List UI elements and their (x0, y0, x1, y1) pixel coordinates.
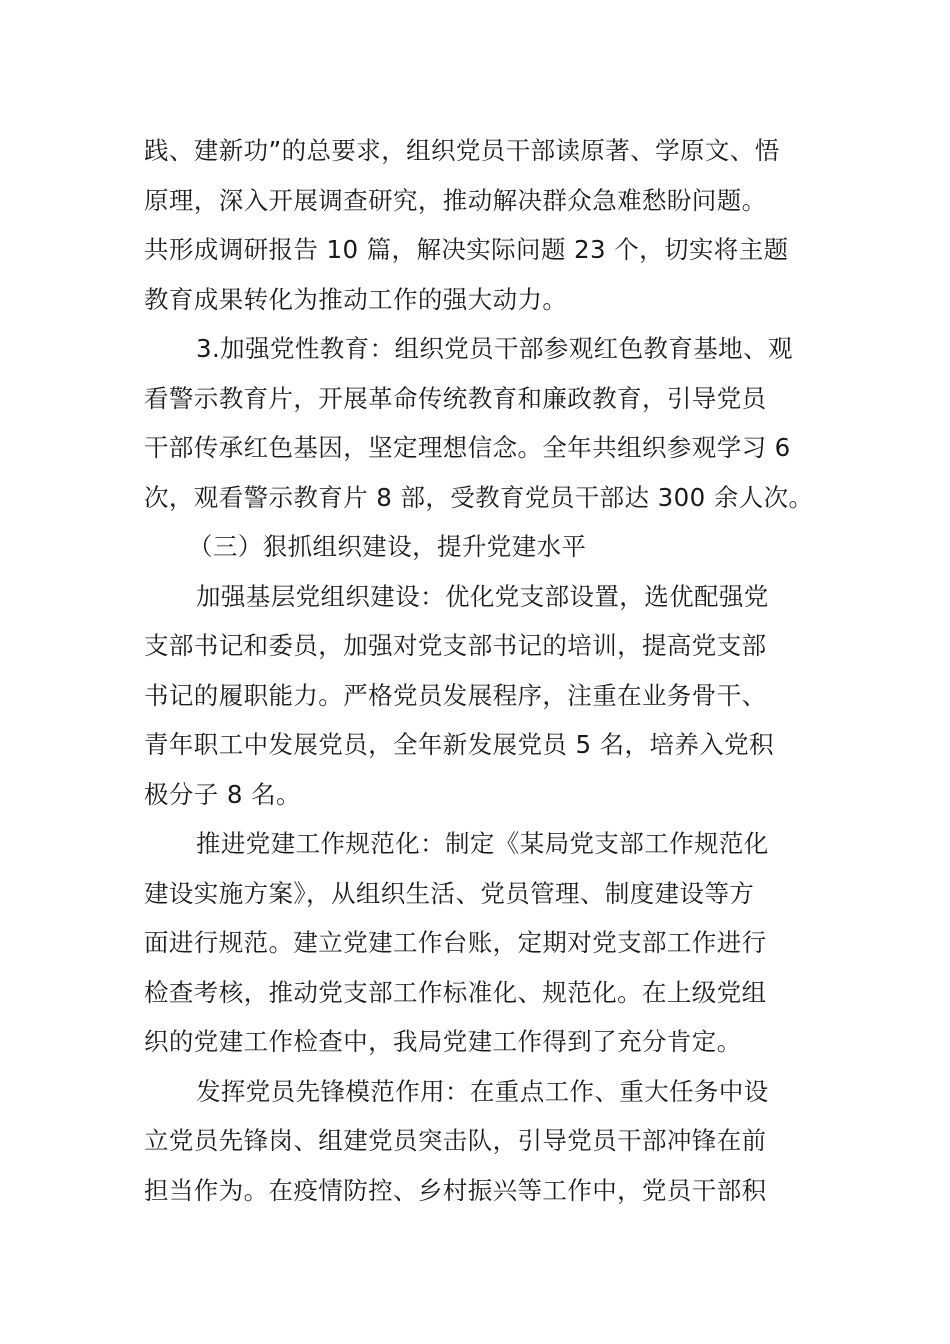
text-line-12: 书记的履职能力。严格党员发展程序，注重在业务骨干、 (144, 680, 767, 710)
text-line-18: 检查考核，推动党支部工作标准化、规范化。在上级党组 (144, 977, 767, 1007)
text-line-21: 立党员先锋岗、组建党员突击队，引导党员干部冲锋在前 (144, 1126, 767, 1155)
document-body (144, 126, 814, 1215)
text-line-4: 教育成果转化为推动工作的强大动力。 (144, 284, 568, 314)
text-line-1: 践、建新功”的总要求，组织党员干部读原著、学原文、悟 (144, 136, 780, 165)
text-line-2: 原理，深入开展调查研究，推动解决群众急难愁盼问题。 (144, 185, 767, 215)
text-line-17: 面进行规范。建立党建工作台账，定期对党支部工作进行 (144, 928, 767, 957)
text-line-19: 织的党建工作检查中，我局党建工作得到了充分肯定。 (144, 1027, 742, 1056)
text-line-11: 支部书记和委员，加强对党支部书记的培训，提高党支部 (144, 631, 767, 660)
text-line-20: 发挥党员先锋模范作用：在重点工作、重大任务中设 (196, 1076, 769, 1106)
text-line-7: 干部传承红色基因，坚定理想信念。全年共组织参观学习 6 (144, 433, 791, 462)
text-line-8: 次，观看警示教育片 8 部，受教育党员干部达 300 余人次。 (144, 482, 814, 512)
text-line-22: 担当作为。在疫情防控、乡村振兴等工作中，党员干部积 (144, 1175, 767, 1205)
text-line-5: 3.加强党性教育：组织党员干部参观红色教育基地、观 (196, 334, 793, 363)
text-line-15: 推进党建工作规范化：制定《某局党支部工作规范化 (196, 829, 769, 858)
text-line-13: 青年职工中发展党员，全年新发展党员 5 名，培养入党积 (144, 730, 774, 759)
text-line-6: 看警示教育片，开展革命传统教育和廉政教育，引导党员 (144, 383, 767, 413)
text-line-14: 极分子 8 名。 (144, 779, 301, 809)
section-heading: （三）狠抓组织建设，提升党建水平 (188, 532, 587, 561)
text-line-3: 共形成调研报告 10 篇，解决实际问题 23 个，切实将主题 (144, 235, 789, 264)
text-line-16: 建设实施方案》，从组织生活、党员管理、制度建设等方 (144, 878, 755, 908)
text-line-10: 加强基层党组织建设：优化党支部设置，选优配强党 (196, 581, 769, 611)
